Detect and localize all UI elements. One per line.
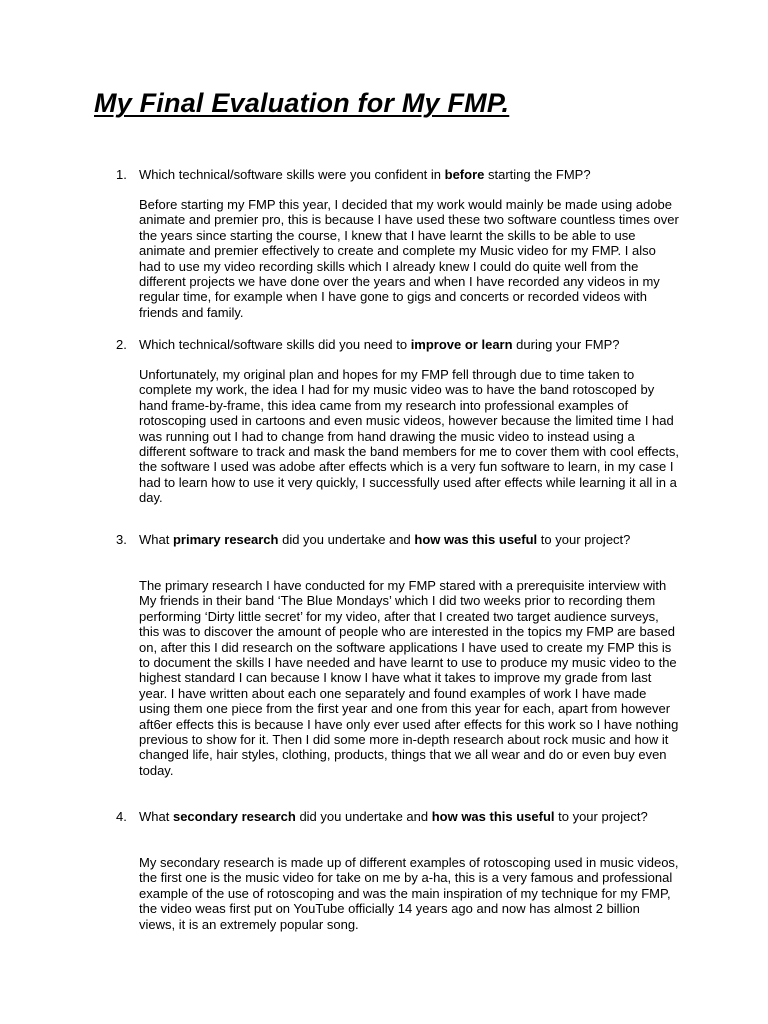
question-emphasis: improve or learn [410, 337, 513, 352]
question-text-part: What [139, 532, 173, 547]
question-emphasis: how was this useful [414, 532, 538, 547]
question-text-part: Which technical/software skills were you confident in [139, 167, 445, 182]
question-emphasis: secondary research [172, 809, 296, 824]
question-emphasis: before [444, 167, 485, 182]
question-text-part: starting the FMP? [484, 167, 591, 182]
question-number: 4. [116, 809, 127, 824]
question-number: 3. [116, 532, 127, 547]
answer-3: The primary research I have conducted for my FMP stared with a prerequisite interview with My friends in their band ‘The Blue Mondays’ which I did two weeks prior to recording them performing ‘Dirty little secret’ for my video, after that I created two target audience surveys, this was to discover the amount of people who are interested in the topics my FMP are based on, after this I did research on the software applications I have used to create my FMP this is to document the skills I have needed and have learnt to use to produce my music video to the highest standard I can because I know I have what it takes to improve my grade from last year. I have written about each one separately and found examples of work I have made using them one piece from the first year and one from this year for each, apart from however aft6er effects this is because I have only ever used after effects for this work so I have nothing previous to show for it. Then I did some more in-depth research about rock music and how it changed life, hair styles, clothing, products, things that we all wear and do or even buy even today. [139, 578, 679, 778]
question-emphasis: how was this useful [431, 809, 555, 824]
page-title: My Final Evaluation for My FMP. [94, 88, 510, 118]
question-number: 1. [116, 167, 127, 182]
question-text-part: did you undertake and [278, 532, 415, 547]
question-text-part: during your FMP? [512, 337, 620, 352]
question-text [139, 532, 679, 547]
question-text-part: to your project? [554, 809, 648, 824]
question-text-part: to your project? [537, 532, 631, 547]
question-text-part: Which technical/software skills did you need to [139, 337, 411, 352]
answer-1: Before starting my FMP this year, I decided that my work would mainly be made using adobe animate and premier pro, this is because I have used these two software countless times over the years since starting the course, I knew that I have learnt the skills to be able to use animate and premier effectively to create and complete my Music video for my FMP. I also had to use my video recording skills which I already knew I could do quite well from the different projects we have done over the years and when I have recorded any videos in my regular time, for example when I have gone to gigs and concerts or recorded videos with friends and family. [139, 197, 679, 320]
question-text [139, 809, 679, 824]
question-text [139, 167, 679, 182]
question-number: 2. [116, 337, 127, 352]
question-emphasis: primary research [172, 532, 279, 547]
answer-4: My secondary research is made up of different examples of rotoscoping used in music videos, the first one is the music video for take on me by a-ha, this is a very famous and professional example of the use of rotoscoping and was the main inspiration of my technique for my FMP, the video weas first put on YouTube officially 14 years ago and now has almost 2 billion views, it is an extremely popular song. [139, 855, 679, 932]
question-text-part: did you undertake and [295, 809, 432, 824]
question-text [139, 337, 679, 352]
question-text-part: What [139, 809, 173, 824]
answer-2: Unfortunately, my original plan and hopes for my FMP fell through due to time taken to complete my work, the idea I had for my music video was to have the band rotoscoped by hand frame-by-frame, this idea came from my research into professional examples of rotoscoping used in cartoons and even music videos, however because the limited time I had was running out I had to change from hand drawing the music video to instead using a different software to track and mask the band members for me to cover them with cool effects, the software I used was adobe after effects which is a very fun software to learn, in my case I had to learn how to use it very quickly, I successfully used after effects while learning it all in a day. [139, 367, 679, 506]
